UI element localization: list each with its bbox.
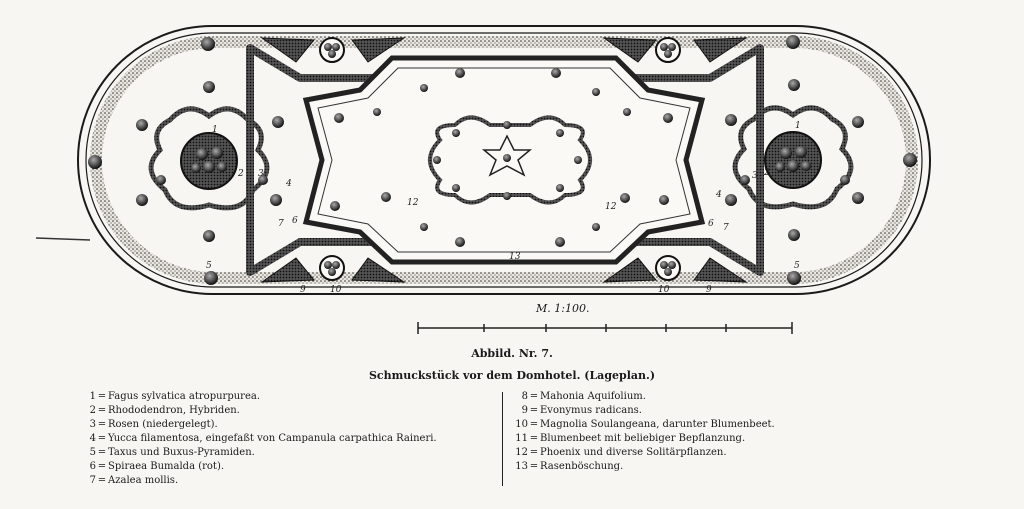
- plan-number-right-2: 2: [764, 168, 770, 178]
- legend-equals: =: [529, 405, 539, 416]
- legend-number: 8: [521, 391, 528, 402]
- legend-number: 3: [89, 419, 96, 430]
- legend-left: [82, 390, 437, 488]
- plan-number-bottom-10b: 10: [658, 285, 670, 295]
- legend-item: [514, 432, 775, 446]
- plan-number-right-7: 7: [723, 223, 729, 233]
- plan-number-bottom-9b: 9: [706, 285, 712, 295]
- legend-item: [82, 404, 437, 418]
- plan-number-left-6: 6: [292, 216, 298, 226]
- plan-number-left-1: 1: [212, 125, 218, 135]
- legend-equals: =: [529, 433, 539, 444]
- legend-right: [514, 390, 775, 474]
- legend-text: Phoenix und diverse Solitärpflanzen.: [540, 447, 727, 458]
- plan-number-bottom-10a: 10: [330, 285, 342, 295]
- legend-text: Rosen (niedergelegt).: [108, 419, 218, 430]
- legend-item: [514, 446, 775, 460]
- legend-number: 7: [89, 475, 96, 486]
- legend-number: 4: [89, 433, 96, 444]
- plan-number-left-3: 3: [258, 169, 264, 179]
- legend-number: 12: [515, 447, 528, 458]
- legend-equals: =: [529, 461, 539, 472]
- legend-number: 13: [515, 461, 528, 472]
- legend-text: Taxus und Buxus-Pyramiden.: [108, 447, 255, 458]
- legend-text: Azalea mollis.: [108, 475, 179, 486]
- plan-number-left-4: 4: [286, 179, 292, 189]
- legend-equals: =: [97, 419, 107, 430]
- legend-item: [82, 432, 437, 446]
- legend-text: Rhododendron, Hybriden.: [108, 405, 240, 416]
- legend-item: [82, 446, 437, 460]
- plan-number-center-12a: 12: [407, 198, 419, 208]
- legend-number: 9: [521, 405, 528, 416]
- legend-equals: =: [529, 419, 539, 430]
- plan-number-left-5: 5: [206, 261, 212, 271]
- scale-label: M. 1:100.: [536, 302, 590, 315]
- legend-text: Magnolia Soulangeana, darunter Blumenbeet.: [540, 419, 775, 430]
- legend-text: Mahonia Aquifolium.: [540, 391, 646, 402]
- legend-text: Rasenböschung.: [540, 461, 624, 472]
- legend-number: 1: [89, 391, 96, 402]
- legend-text: Evonymus radicans.: [540, 405, 642, 416]
- legend-text: Spiraea Bumalda (rot).: [108, 461, 225, 472]
- legend-number: 11: [515, 433, 528, 444]
- legend-item: [82, 460, 437, 474]
- legend-equals: =: [97, 405, 107, 416]
- legend-item: [514, 404, 775, 418]
- legend-item: [82, 474, 437, 488]
- plan-number-right-1: 1: [795, 121, 801, 131]
- legend-item: [514, 460, 775, 474]
- legend-equals: =: [97, 461, 107, 472]
- legend-divider: [502, 392, 503, 486]
- legend-equals: =: [97, 433, 107, 444]
- legend-item: [514, 418, 775, 432]
- legend-equals: =: [97, 391, 107, 402]
- legend-equals: =: [529, 447, 539, 458]
- legend-number: 10: [515, 419, 528, 430]
- legend-equals: =: [97, 447, 107, 458]
- legend-item: [82, 418, 437, 432]
- legend-text: Blumenbeet mit beliebiger Bepflanzung.: [540, 433, 746, 444]
- legend-equals: =: [529, 391, 539, 402]
- plan-number-left-7: 7: [278, 219, 284, 229]
- plan-number-right-6: 6: [708, 219, 714, 229]
- plan-number-left-2: 2: [238, 169, 244, 179]
- plan-number-center-13: 13: [509, 252, 521, 262]
- legend-item: [82, 390, 437, 404]
- right-round-bed: [735, 108, 851, 207]
- plan-number-right-3: 3: [752, 171, 758, 181]
- figure-number: Abbild. Nr. 7.: [471, 347, 553, 360]
- plan-number-center-12b: 12: [605, 202, 617, 212]
- legend-text: Yucca filamentosa, eingefaßt von Campanula carpathica Raineri.: [108, 433, 437, 444]
- legend-number: 2: [89, 405, 96, 416]
- plan-number-bottom-9a: 9: [300, 285, 306, 295]
- legend-number: 5: [89, 447, 96, 458]
- legend-text: Fagus sylvatica atropurpurea.: [108, 391, 261, 402]
- legend-number: 6: [89, 461, 96, 472]
- plan-number-right-5: 5: [794, 261, 800, 271]
- figure-caption: Schmuckstück vor dem Domhotel. (Lageplan.): [368, 369, 656, 382]
- plan-number-right-4: 4: [716, 190, 722, 200]
- legend-item: [514, 390, 775, 404]
- edge-mark: [36, 238, 90, 240]
- scale-ruler: [418, 322, 792, 334]
- legend-equals: =: [97, 475, 107, 486]
